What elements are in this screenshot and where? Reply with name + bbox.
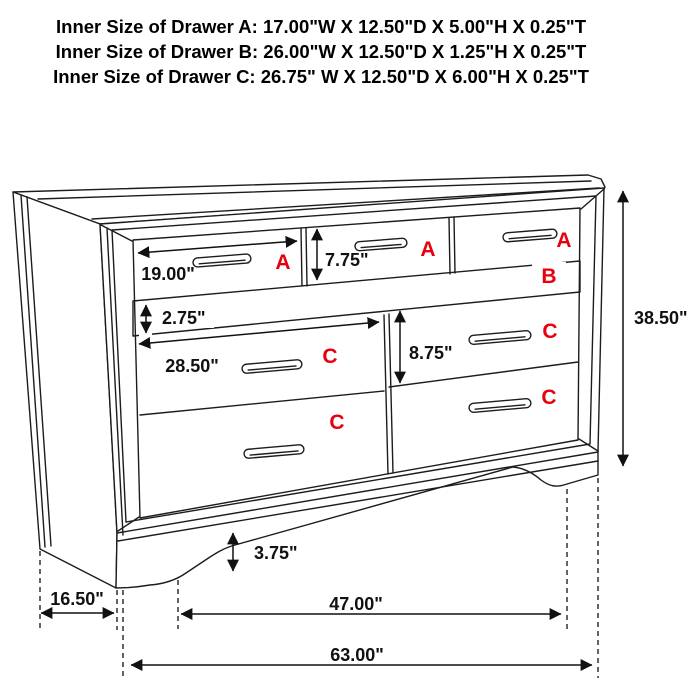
dim-label: 7.75"	[325, 250, 369, 270]
dim-label: 16.50"	[50, 589, 104, 609]
label-drawer-a1: A	[275, 251, 291, 274]
label-drawer-c-mid-right: C	[542, 320, 558, 343]
dim-label: 63.00"	[330, 645, 384, 665]
dim-overall-depth	[41, 589, 114, 613]
dim-label: 3.75"	[254, 543, 298, 563]
label-drawer-a2: A	[420, 238, 436, 261]
dim-overall-height	[623, 191, 688, 466]
label-drawer-c-bottom-right: C	[541, 386, 557, 409]
dresser-drawing	[13, 175, 605, 588]
dim-overall-width	[131, 645, 592, 665]
dim-label: 28.50"	[165, 356, 219, 376]
label-drawer-c-mid-left: C	[322, 345, 338, 368]
label-drawer-a3: A	[556, 229, 572, 252]
title-block	[53, 16, 590, 87]
dim-label: 8.75"	[409, 343, 453, 363]
inner-size-drawer-b-text: Inner Size of Drawer B: 26.00"W X 12.50"D X 1.25"H X 0.25"T	[55, 41, 587, 62]
label-drawer-c-bottom-left: C	[329, 411, 345, 434]
dim-label: 2.75"	[162, 308, 206, 328]
dim-label: 38.50"	[634, 308, 688, 328]
dim-leg-span-width	[181, 594, 561, 614]
inner-size-drawer-a-text: Inner Size of Drawer A: 17.00"W X 12.50"D X 5.00"H X 0.25"T	[56, 16, 586, 37]
dim-label: 47.00"	[329, 594, 383, 614]
label-drawer-b: B	[541, 265, 557, 288]
dim-label: 19.00"	[141, 264, 195, 284]
inner-size-drawer-c-text: Inner Size of Drawer C: 26.75" W X 12.50"D X 6.00"H X 0.25"T	[53, 66, 589, 87]
